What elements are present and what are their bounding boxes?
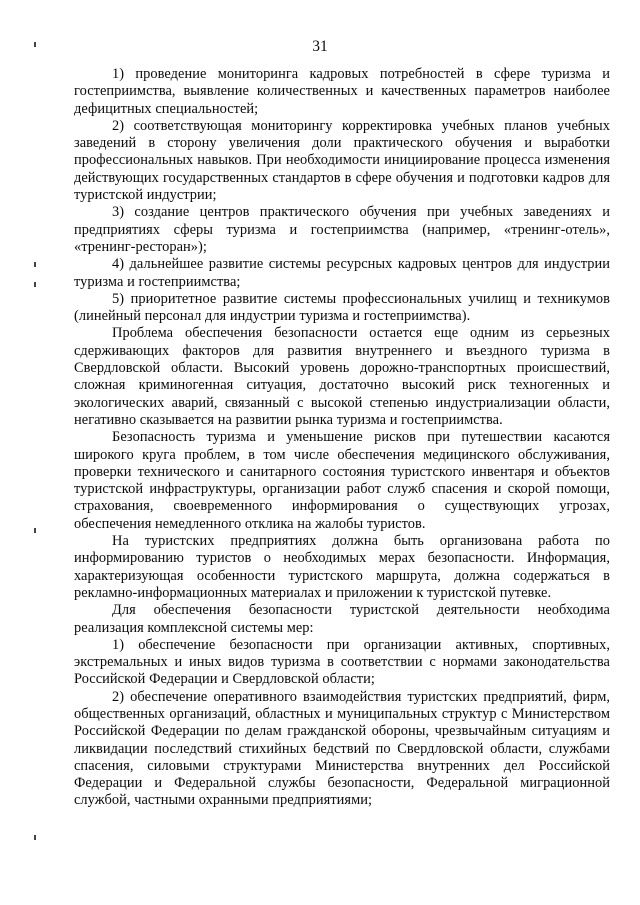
binding-mark [34,528,36,533]
paragraph-item-2: 2) соответствующая мониторингу корректировка учебных планов учебных заведений в сторону увеличения доли практического обучения и выработки профессиональных навыков. При необходимости инициирование процесса изменения действующих государственных стандартов в сфере обучения и подготовки кадров для туристской индустрии; [74,117,610,204]
paragraph-item-1: 1) проведение мониторинга кадровых потребностей в сфере туризма и гостеприимства, выявление количественных и качественных параметров наиболее дефицитных специальностей; [74,66,610,117]
page-number: 31 [312,38,328,55]
paragraph-item-4: 4) дальнейшее развитие системы ресурсных кадровых центров для индустрии туризма и гостеприимства; [74,256,610,290]
paragraph-tourist-information: На туристских предприятиях должна быть организована работа по информированию туристов о необходимых мерах безопасности. Информация, характеризующая особенности туристского маршрута, должна содержаться в рекламно-информационных материалах и приложении к туристской путевке. [74,533,610,601]
document-body [74,66,610,810]
binding-mark [34,835,36,840]
paragraph-safety-problem: Проблема обеспечения безопасности остается еще одним из серьезных сдерживающих факторов для развития внутреннего и въездного туризма в Свердловской области. Высокий уровень дорожно-транспортных происшествий, сложная криминогенная ситуация, достаточно высокий риск техногенных и экологических аварий, связанный с высокой степенью индустриализации области, негативно сказывается на развитии рынка туризма и гостеприимства. [74,325,610,428]
paragraph-safety-scope: Безопасность туризма и уменьшение рисков при путешествии касаются широкого круга проблем, в том числе обеспечения медицинского обслуживания, проверки технического и санитарного состояния туристского инвентаря и объектов туристской инфраструктуры, организации работ служб спасения и скорой помощи, страхования, своевременного информирования о существующих угрозах, обеспечения немедленного отклика на жалобы туристов. [74,429,610,532]
paragraph-measures-intro: Для обеспечения безопасности туристской деятельности необходима реализация комплексной системы мер: [74,602,610,636]
binding-mark [34,282,36,287]
paragraph-measure-1: 1) обеспечение безопасности при организации активных, спортивных, экстремальных и иных видов туризма в соответствии с нормами законодательства Российской Федерации и Свердловской области; [74,636,610,688]
paragraph-item-3: 3) создание центров практического обучения при учебных заведениях и предприятиях сферы туризма и гостеприимства (например, «тренинг-отель», «тренинг-ресторан»); [74,204,610,255]
binding-mark [34,262,36,267]
paragraph-item-5: 5) приоритетное развитие системы профессиональных училищ и техникумов (линейный персонал для индустрии туризма и гостеприимства). [74,290,610,325]
paragraph-measure-2: 2) обеспечение оперативного взаимодействия туристских предприятий, фирм, общественных организаций, областных и муниципальных структур с Министерством Российской Федерации по делам гражданской обороны, чрезвычайным ситуациям и ликвидации последствий стихийных бедствий по Свердловской области, службами спасения, силовыми структурами Министерства внутренних дел Российской Федерации и Федеральной службы безопасности, Федеральной миграционной службой, частными охранными предприятиями; [74,688,610,809]
